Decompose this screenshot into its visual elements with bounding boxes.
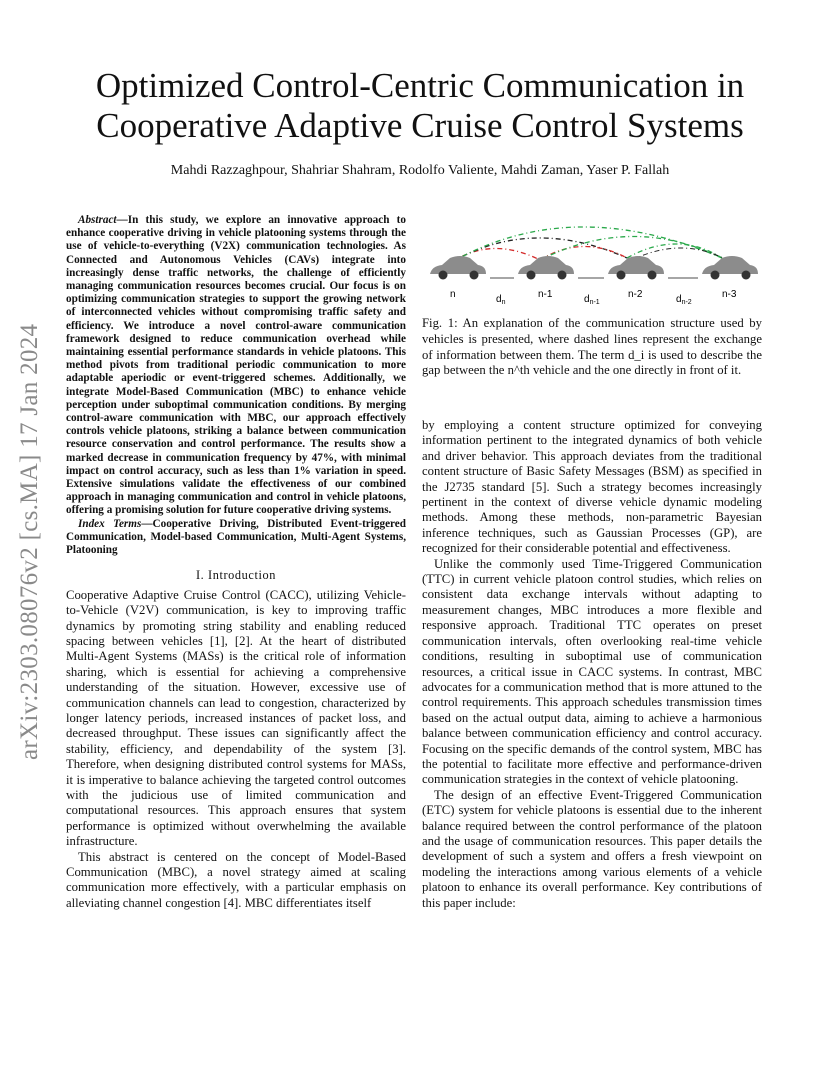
intro-paragraph-1: Cooperative Adaptive Cruise Control (CACC), utilizing Vehicle-to-Vehicle (V2V) communication, is key to improving traffic dynamics by promoting string stability and enabling reduced spacing between vehicles [1], [2]. At the heart of distributed Multi-Agent Systems (MASs) is the critical role of information sharing, which is essential for achieving a comprehensive understanding of the situation. However, excessive use of communication channels can lead to congestion, characterized by longer latency periods, increased instances of packet loss, and decreased throughput. These issues can significantly affect the stability, efficiency, and dependability of the system [3]. Therefore, when designing distributed control systems for MASs, it is imperative to balance achieving the targeted control outcomes with the judicious use of limited communication and computational resources. This approach ensures that system performance is optimized without overwhelming the available infrastructure. [66,587,406,849]
abstract-label: Abstract [78,214,117,226]
right-paragraph-3: The design of an effective Event-Triggered Communication (ETC) system for vehicle platoons is essential due to the inherent balance required between the control performance of the platoon and the usage of communication resources. This paper details the development of such a system and offers a fresh viewpoint on modeling the interactions among various elements of a vehicle platoon to enhance its overall performance. Key contributions of this paper include: [422,787,762,910]
right-column [422,418,762,911]
gap-label: $d_{n-1}$ [584,294,600,306]
arxiv-identifier: arXiv:2303.08076v2 [cs.MA] 17 Jan 2024 [16,323,43,760]
section-heading: I. Introduction [195,568,277,583]
abstract [66,214,406,518]
author-list: Mahdi Razzaghpour, Shahriar Shahram, Rodolfo Valiente, Mahdi Zaman, Yaser P. Fallah [170,163,670,178]
title-line: Cooperative Adaptive Cruise Control Systems [96,106,744,145]
vehicle-n-2 [608,256,664,280]
right-paragraph-2: Unlike the commonly used Time-Triggered Communication (TTC) in current vehicle platoon control studies, which relies on consistent data exchange intervals without adapting to measurement changes, MBC introduces a more flexible and responsive approach. Traditional TTC operates on preset communication intervals, often overlooking real-time vehicle conditions, resulting in suboptimal use of communication resources, a critical issue in CACC systems. In contrast, MBC advocates for a communication method that is more attuned to the control requirements. This approach schedules transmission times based on the actual output data, aiming to achieve a harmonious balance between communication efficiency and control accuracy. Focusing on the specific demands of the control system, MBC has the potential to facilitate more effective and performance-driven communication strategies in the context of vehicle platooning. [422,556,762,787]
vehicle-n-1 [518,256,574,280]
platoon-figure [422,214,762,306]
index-terms-text: —Cooperative Driving, Distributed Event-triggered Communication, Model-based Communication, Multi-Agent Systems, Platooning [66,517,406,557]
paper-title [60,66,780,146]
figure-caption: Fig. 1: An explanation of the communication structure used by vehicles is presented, where dashed lines represent the exchange of information between them. The term d_i is used to describe the gap between the n^th vehicle and the one directly in front of it. [422,316,762,378]
abstract-text: —In this study, we explore an innovative approach to enhance cooperative driving in vehicle platooning systems through the use of vehicle-to-everything (V2X) communication technologies. As Connected and Autonomous Vehicles (CAVs) integrate into increasingly dense traffic networks, the challenge of efficiently managing communication resources becomes crucial. Our focus is on optimizing communication strategies to support the growing network of interconnected vehicles without compromising traffic safety and efficiency. We introduce a novel control-aware communication framework designed to reduce communication overhead while maintaining essential performance standards in vehicle platoons. This method pivots from traditional periodic communication to more adaptable aperiodic or event-triggered schemes. Additionally, we integrate Model-Based Communication (MBC) to enhance vehicle perception under suboptimal communication conditions. By merging control-aware communication with MBC, our approach effectively controls vehicle platoons, striking a balance between communication resource conservation and control performance. The results show a marked decrease in communication frequency by 47%, with minimal impact on control accuracy, such as less than 1% variation in speed. Extensive simulations validate the effectiveness of our combined approach in managing communication and control in vehicle platoons, offering a promising solution for future cooperative driving systems. [66,214,406,517]
index-terms [66,518,406,558]
vehicle-label: n-1 [538,289,553,300]
vehicle-n [430,256,486,280]
gap-label: $d_{n-2}$ [676,294,692,306]
gap-label: $d_n$ [496,294,506,306]
comm-arc-green-3 [627,244,722,258]
vehicle-label: n-2 [628,289,643,300]
title-line: Optimized Control-Centric Communication in [95,66,745,105]
intro-paragraph-2: This abstract is centered on the concept of Model-Based Communication (MBC), a novel strategy aimed at scaling communication more effectively, with a particular emphasis on alleviating channel congestion [4]. MBC differentiates itself [66,849,406,910]
vehicle-n-3 [702,256,758,280]
right-paragraph-1: by employing a content structure optimized for conveying information pertinent to the integrated dynamics of both vehicle and driver behavior. This approach deviates from the traditional content structure of Basic Safety Messages (BSM) as specified in the J2735 standard [5]. Such a strategy becomes increasingly pertinent in the context of diverse vehicle dynamic modeling methods. Among these methods, non-parametric Bayesian inference techniques, such as Gaussian Processes (GP), are recognized for their considerable potential and effectiveness. [422,418,762,556]
vehicle-label: n [450,289,456,300]
index-terms-label: Index Terms [78,517,142,530]
left-column [66,214,406,911]
vehicle-label: n-3 [722,289,737,300]
